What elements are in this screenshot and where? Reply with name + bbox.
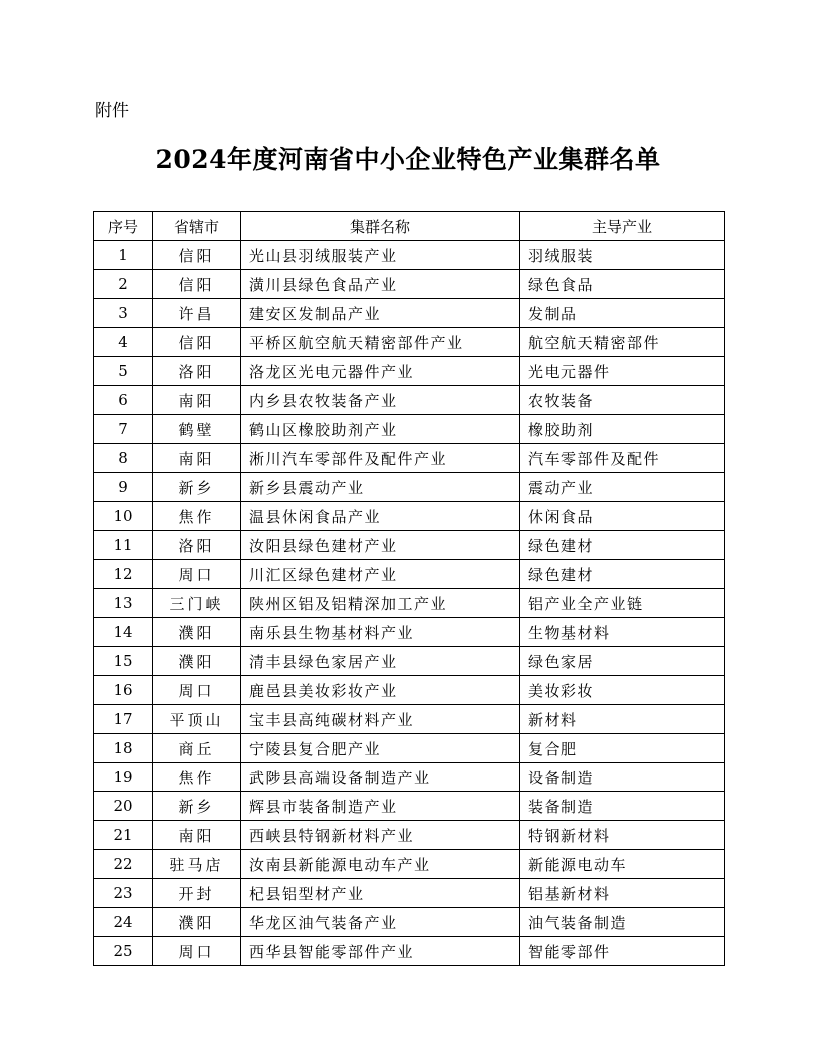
table-row — [94, 415, 725, 444]
table-row — [94, 850, 725, 879]
row-index: 2 — [94, 270, 153, 299]
table-row — [94, 879, 725, 908]
page-title: 2024年度河南省中小企业特色产业集群名单 — [155, 145, 661, 174]
table-row — [94, 241, 725, 270]
table-row — [94, 270, 725, 299]
row-city: 周口 — [153, 560, 241, 589]
row-city: 新乡 — [153, 473, 241, 502]
row-leading-industry: 羽绒服装 — [520, 241, 725, 270]
row-cluster-name: 平桥区航空航天精密部件产业 — [241, 328, 520, 357]
header-city: 省辖市 — [153, 212, 241, 241]
row-leading-industry: 设备制造 — [520, 763, 725, 792]
row-cluster-name: 潢川县绿色食品产业 — [241, 270, 520, 299]
table-row — [94, 473, 725, 502]
table-row — [94, 676, 725, 705]
row-index: 20 — [94, 792, 153, 821]
row-cluster-name: 汝阳县绿色建材产业 — [241, 531, 520, 560]
row-leading-industry: 航空航天精密部件 — [520, 328, 725, 357]
row-city: 信阳 — [153, 270, 241, 299]
row-leading-industry: 发制品 — [520, 299, 725, 328]
row-city: 周口 — [153, 676, 241, 705]
row-city: 南阳 — [153, 444, 241, 473]
row-city: 濮阳 — [153, 618, 241, 647]
row-leading-industry: 绿色食品 — [520, 270, 725, 299]
row-city: 信阳 — [153, 328, 241, 357]
row-city: 南阳 — [153, 386, 241, 415]
row-cluster-name: 鹤山区橡胶助剂产业 — [241, 415, 520, 444]
row-cluster-name: 西峡县特钢新材料产业 — [241, 821, 520, 850]
table-row — [94, 705, 725, 734]
row-cluster-name: 武陟县高端设备制造产业 — [241, 763, 520, 792]
row-index: 19 — [94, 763, 153, 792]
row-cluster-name: 川汇区绿色建材产业 — [241, 560, 520, 589]
row-leading-industry: 汽车零部件及配件 — [520, 444, 725, 473]
row-index: 17 — [94, 705, 153, 734]
row-leading-industry: 绿色建材 — [520, 560, 725, 589]
row-index: 13 — [94, 589, 153, 618]
row-city: 洛阳 — [153, 357, 241, 386]
row-cluster-name: 宝丰县高纯碳材料产业 — [241, 705, 520, 734]
row-city: 许昌 — [153, 299, 241, 328]
attachment-label: 附件 — [95, 101, 129, 121]
row-leading-industry: 新材料 — [520, 705, 725, 734]
header-leading-industry: 主导产业 — [520, 212, 725, 241]
row-index: 1 — [94, 241, 153, 270]
row-cluster-name: 鹿邑县美妆彩妆产业 — [241, 676, 520, 705]
row-index: 25 — [94, 937, 153, 966]
row-index: 6 — [94, 386, 153, 415]
row-cluster-name: 建安区发制品产业 — [241, 299, 520, 328]
row-cluster-name: 淅川汽车零部件及配件产业 — [241, 444, 520, 473]
row-cluster-name: 洛龙区光电元器件产业 — [241, 357, 520, 386]
table-row — [94, 502, 725, 531]
table-row — [94, 328, 725, 357]
row-leading-industry: 农牧装备 — [520, 386, 725, 415]
row-cluster-name: 清丰县绿色家居产业 — [241, 647, 520, 676]
table-row — [94, 357, 725, 386]
row-leading-industry: 休闲食品 — [520, 502, 725, 531]
row-cluster-name: 南乐县生物基材料产业 — [241, 618, 520, 647]
row-index: 8 — [94, 444, 153, 473]
table-row — [94, 937, 725, 966]
row-index: 23 — [94, 879, 153, 908]
row-index: 14 — [94, 618, 153, 647]
row-city: 开封 — [153, 879, 241, 908]
row-leading-industry: 铝基新材料 — [520, 879, 725, 908]
row-leading-industry: 复合肥 — [520, 734, 725, 763]
row-cluster-name: 西华县智能零部件产业 — [241, 937, 520, 966]
cluster-table — [93, 211, 725, 966]
row-index: 10 — [94, 502, 153, 531]
table-row — [94, 618, 725, 647]
row-leading-industry: 绿色建材 — [520, 531, 725, 560]
row-index: 3 — [94, 299, 153, 328]
row-leading-industry: 装备制造 — [520, 792, 725, 821]
row-city: 周口 — [153, 937, 241, 966]
row-leading-industry: 震动产业 — [520, 473, 725, 502]
row-cluster-name: 新乡县震动产业 — [241, 473, 520, 502]
table-row — [94, 560, 725, 589]
row-index: 11 — [94, 531, 153, 560]
table-row — [94, 792, 725, 821]
row-city: 焦作 — [153, 502, 241, 531]
row-leading-industry: 新能源电动车 — [520, 850, 725, 879]
row-cluster-name: 杞县铝型材产业 — [241, 879, 520, 908]
row-index: 9 — [94, 473, 153, 502]
table-row — [94, 647, 725, 676]
row-index: 21 — [94, 821, 153, 850]
row-index: 4 — [94, 328, 153, 357]
table-header-row — [94, 212, 725, 241]
row-index: 24 — [94, 908, 153, 937]
row-index: 16 — [94, 676, 153, 705]
row-leading-industry: 美妆彩妆 — [520, 676, 725, 705]
row-leading-industry: 智能零部件 — [520, 937, 725, 966]
row-city: 商丘 — [153, 734, 241, 763]
row-index: 22 — [94, 850, 153, 879]
table-row — [94, 908, 725, 937]
row-city: 信阳 — [153, 241, 241, 270]
row-city: 平顶山 — [153, 705, 241, 734]
row-city: 濮阳 — [153, 908, 241, 937]
table-row — [94, 821, 725, 850]
table-row — [94, 386, 725, 415]
table-row — [94, 734, 725, 763]
row-city: 洛阳 — [153, 531, 241, 560]
row-leading-industry: 橡胶助剂 — [520, 415, 725, 444]
table-body — [94, 241, 725, 966]
row-city: 焦作 — [153, 763, 241, 792]
row-index: 12 — [94, 560, 153, 589]
table-row — [94, 444, 725, 473]
row-city: 三门峡 — [153, 589, 241, 618]
row-index: 5 — [94, 357, 153, 386]
header-cluster-name: 集群名称 — [241, 212, 520, 241]
row-leading-industry: 特钢新材料 — [520, 821, 725, 850]
row-cluster-name: 内乡县农牧装备产业 — [241, 386, 520, 415]
row-city: 濮阳 — [153, 647, 241, 676]
row-cluster-name: 辉县市装备制造产业 — [241, 792, 520, 821]
row-index: 18 — [94, 734, 153, 763]
row-index: 15 — [94, 647, 153, 676]
row-cluster-name: 温县休闲食品产业 — [241, 502, 520, 531]
row-cluster-name: 光山县羽绒服装产业 — [241, 241, 520, 270]
row-leading-industry: 生物基材料 — [520, 618, 725, 647]
row-cluster-name: 陕州区铝及铝精深加工产业 — [241, 589, 520, 618]
row-index: 7 — [94, 415, 153, 444]
row-cluster-name: 汝南县新能源电动车产业 — [241, 850, 520, 879]
table-row — [94, 589, 725, 618]
row-city: 鹤壁 — [153, 415, 241, 444]
row-leading-industry: 光电元器件 — [520, 357, 725, 386]
row-leading-industry: 油气装备制造 — [520, 908, 725, 937]
row-city: 南阳 — [153, 821, 241, 850]
row-city: 新乡 — [153, 792, 241, 821]
row-cluster-name: 华龙区油气装备产业 — [241, 908, 520, 937]
header-index: 序号 — [94, 212, 153, 241]
table-row — [94, 531, 725, 560]
row-cluster-name: 宁陵县复合肥产业 — [241, 734, 520, 763]
row-leading-industry: 铝产业全产业链 — [520, 589, 725, 618]
row-leading-industry: 绿色家居 — [520, 647, 725, 676]
table-row — [94, 299, 725, 328]
row-city: 驻马店 — [153, 850, 241, 879]
table-row — [94, 763, 725, 792]
